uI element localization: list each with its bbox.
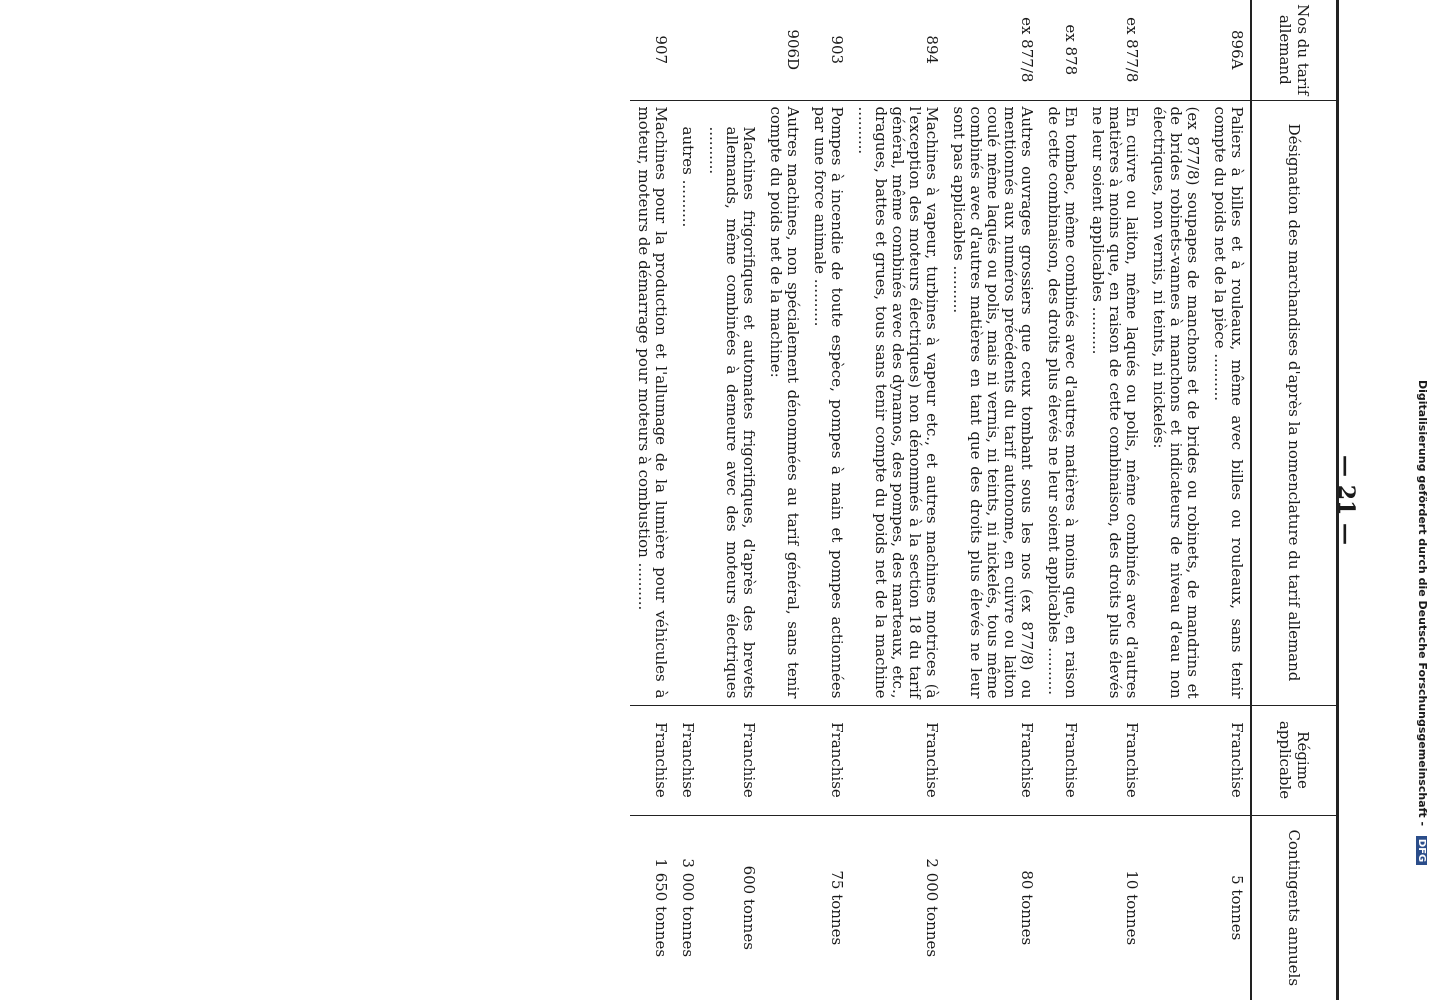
designation: (ex 877/8) soupapes de manchons et de brides ou robinets, de mandrins et de brides robinets-vannes à manchons et indicateurs de niveau d'eau non électriques, non vernis, ni teints, ni nickelés: [1145, 100, 1206, 705]
designation: Autres ouvrages grossiers que ceux tombant sous les nos (ex 877/8) ou mentionnés aux numéros précédents du tarif autonome, en cuivre ou laiton coulé même laqués ou polis, mais ni vernis, ni teints, ni nickelés, tous même combinés avec d'autres matières en tant que des droits plus élevés ne leur sont pas applicables .......... [945, 100, 1040, 705]
table-row [1206, 0, 1251, 1000]
table-row [850, 0, 945, 1000]
tariff-number: 906D [784, 29, 802, 71]
regime: Franchise [850, 705, 945, 815]
regime: Franchise [1084, 705, 1145, 815]
credit-text: Digitalisierung gefördert durch die Deutsche Forschungsgemeinschaft - [1416, 380, 1429, 827]
tariff-number [701, 0, 762, 100]
header-tariff-number: Nos du tarif allemand [1251, 0, 1338, 100]
tariff-number [674, 0, 701, 100]
table-header-row [1251, 0, 1338, 1000]
contingent: 1 650 tonnes [630, 815, 674, 1000]
regime [1145, 705, 1206, 815]
table-row [701, 0, 762, 1000]
designation: En cuivre ou laiton, même laqués ou polis, même combinés avec d'autres matières à moins que, en raison de cette combinaison, des droits plus élevés ne leur soient applicables .......... [1084, 100, 1145, 705]
tariff-number: ex 877/8 [1018, 17, 1036, 83]
regime: Franchise [630, 705, 674, 815]
table-row [674, 0, 701, 1000]
contingent [762, 815, 806, 1000]
page-number: — 21 — [1333, 455, 1359, 545]
contingent: 5 tonnes [1206, 815, 1251, 1000]
contingent: 75 tonnes [806, 815, 850, 1000]
designation: Machines frigorifiques et automates frigorifiques, d'après des brevets allemands, même combinées à demeure avec des moteurs électriques .......... [701, 100, 762, 705]
header-regime: Régime applicable [1251, 705, 1338, 815]
regime: Franchise [1206, 705, 1251, 815]
tariff-number: ex 878 [1062, 24, 1080, 76]
designation: Autres machines, non spécialement dénommées au tarif général, sans tenir compte du poids net de la machine: [762, 100, 806, 705]
designation: Machines à vapeur, turbines à vapeur etc., et autres machines motrices (à l'exception des moteurs électriques) non dénommés à la section 18 du tarif général, même combinés avec des dynamos, des pompes, des marteaux, etc., dragues, battes et grues, tous sans tenir compte du poids net de la machine .......... [850, 100, 945, 705]
table-row [630, 0, 674, 1000]
designation: autres .......... [674, 100, 701, 705]
designation: En tombac, même combinés avec d'autres matières à moins que, en raison de cette combinaison, des droits plus élevés ne leur soient applicables .......... [1040, 100, 1084, 705]
table-row [945, 0, 1040, 1000]
contingent [1145, 815, 1206, 1000]
tariff-number: ex 877/8 [1123, 17, 1141, 83]
table-row [1145, 0, 1206, 1000]
contingent: 10 tonnes [1084, 815, 1145, 1000]
contingent: 600 tonnes [701, 815, 762, 1000]
dfg-logo: DFG [1416, 836, 1427, 865]
digitization-credit [1416, 380, 1429, 865]
tariff-number: 896A [1228, 30, 1246, 70]
regime [762, 705, 806, 815]
regime: Franchise [806, 705, 850, 815]
tariff-number: 907 [652, 35, 670, 65]
contingent: 2 000 tonnes [850, 815, 945, 1000]
header-contingents: Contingents annuels [1251, 815, 1338, 1000]
contingent: 80 tonnes [945, 815, 1040, 1000]
designation: Pompes à incendie de toute espèce, pompes à main et pompes actionnées par une force animale .......... [806, 100, 850, 705]
table-row [1084, 0, 1145, 1000]
tariff-number [1145, 0, 1206, 100]
designation: Machines pour la production et l'allumage de la lumière pour véhicules à moteur, moteurs de démarrage pour moteurs à combustion .......... [630, 100, 674, 705]
tariff-number: 894 [923, 35, 941, 65]
contingent: 3 000 tonnes [674, 815, 701, 1000]
regime: Franchise [701, 705, 762, 815]
regime: Franchise [945, 705, 1040, 815]
regime: Franchise [674, 705, 701, 815]
table-row [762, 0, 806, 1000]
contingent [1040, 815, 1084, 1000]
designation: Paliers à billes et à rouleaux, même avec billes ou rouleaux, sans tenir compte du poids net de la pièce .......... [1206, 100, 1251, 705]
tariff-table [630, 0, 1339, 1000]
table-row [806, 0, 850, 1000]
regime: Franchise [1040, 705, 1084, 815]
tariff-number: 903 [828, 35, 846, 65]
header-designation: Désignation des marchandises d'après la nomenclature du tarif allemand [1251, 100, 1338, 705]
table-row [1040, 0, 1084, 1000]
